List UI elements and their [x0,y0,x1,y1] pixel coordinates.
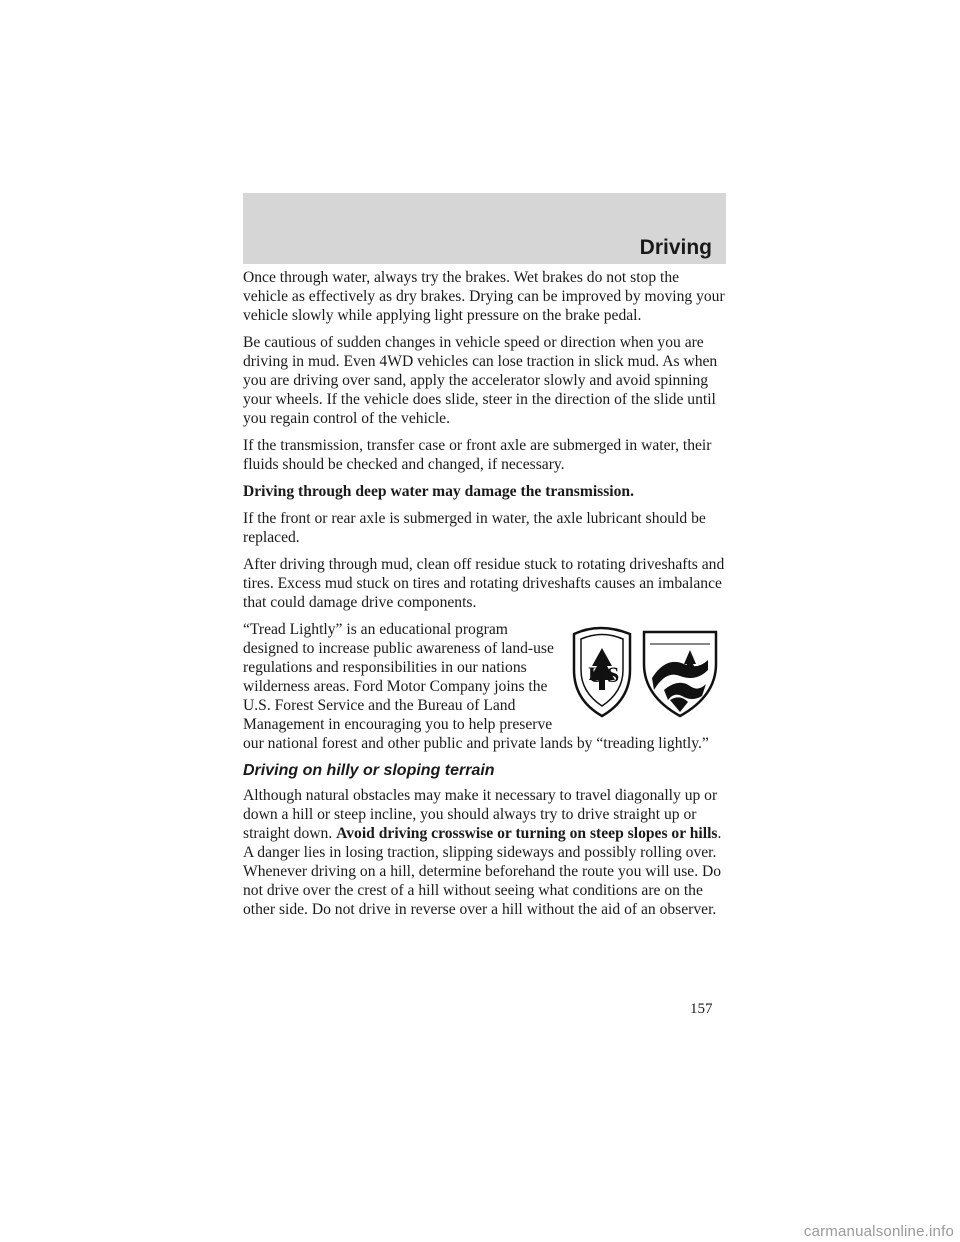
section-header-band [243,193,726,264]
section-title: Driving [639,236,712,259]
forest-service-shield-icon [574,628,630,716]
paragraph-mud-residue: After driving through mud, clean off residue stuck to rotating driveshafts and tires. Excess mud stuck on tires and rotating driveshafts causes an imbalance that could damage drive components. [243,556,725,611]
forest-service-s: S [607,662,620,687]
page-number: 157 [690,1001,713,1017]
warning-deep-water: Driving through deep water may damage the transmission. [243,483,635,500]
hill-text-intro: Although natural obstacles may make it necessary to travel diagonally up or down a hill or steep incline, you should always try to drive straight up or straight down. [243,787,718,842]
blm-shield-icon [644,632,716,716]
paragraph-wet-brakes: Once through water, always try the brakes. Wet brakes do not stop the vehicle as effectively as dry brakes. Drying can be improved by moving your vehicle slowly while applying light pressure on the brake pedal. [243,269,725,324]
subheading-hilly-terrain: Driving on hilly or sloping terrain [243,762,495,779]
paragraph-mud-caution: Be cautious of sudden changes in vehicle speed or direction when you are driving in mud. Even 4WD vehicles can lose traction in slick mud. As when you are driving over sand, apply the accelerator slowly and avoid spinning your wheels. If the vehicle does slide, steer in the direction of the slide until you regain control of the vehicle. [243,334,718,427]
site-watermark: carmanualsonline.info [803,1223,954,1240]
agency-logos-graphic [566,620,726,720]
paragraph-fluids: If the transmission, transfer case or front axle are submerged in water, their fluids should be checked and changed, if necessary. [243,437,712,473]
forest-service-u: U [588,662,604,687]
page-content [243,268,726,927]
paragraph-hill-driving [243,786,726,919]
hill-text-rest: . A danger lies in losing traction, slipping sideways and possibly rolling over. Whenever driving on a hill, determine beforehand the route you will use. Do not drive over the crest of a hill without seeing what conditions are on the other side. Do not drive in reverse over a hill without the aid of an observer. [243,825,722,918]
hill-warning-bold: Avoid driving crosswise or turning on steep slopes or hills [336,825,718,842]
paragraph-axle-lubricant: If the front or rear axle is submerged in water, the axle lubricant should be replaced. [243,510,706,546]
agency-logos [566,620,726,720]
paragraph-tread-lightly: “Tread Lightly” is an educational program designed to increase public awareness of land-use regulations and responsibilities in our nations wilderness areas. Ford Motor Company joins the U.S. Forest Service and the Bureau of Land Management in encouraging you to help preserve our national forest and other public and private lands by “treading lightly.” [243,621,709,752]
